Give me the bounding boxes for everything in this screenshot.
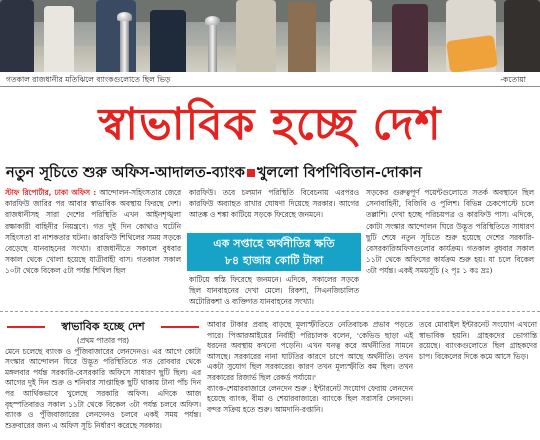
byline: স্টাফ রিপোর্টার, ঢাকা অফিস : xyxy=(5,188,97,197)
person-figure xyxy=(504,0,540,72)
subheadline xyxy=(6,162,536,184)
stanchion-post xyxy=(120,18,129,72)
article-text-col1: আন্দোলন-সহিংসতার জেরে কারফিউ জারির পর আবার স্বাভাবিক অবস্থায় ফিরছে দেশ। রাজধানীসহ সারা দেশের পরিস্থিতি এখন আইনশৃঙ্খলা রক্ষাকারী বাহিনীর নিয়ন্ত্রণে। গত দুই দিন কোথাও ঘটেনি সহিংসতা বা নাশকতার ঘটনা। কারফিউ শিথিলের সময় সড়কে বেড়েছে যানবাহনের সংখ্যা। রাজধানীতে সকালে বুধবার সকাল থেকে খোলা হয়েছে যাত্রীবাহী বাস। গতকাল সকাল ১০টা থেকে বিকেল ৫টা পর্যন্ত শিথিল ছিল xyxy=(5,188,181,276)
article-column-3 xyxy=(366,187,534,302)
continuation-text-col2: আবার টাকার প্রবাহ বাড়ছে মূল্যস্ফীতিতে নেতিবাচক প্রভাব পড়তে পারে। পিআরআইয়ের নির্বাহী পরিচালক বলেন, 'কেভিড ছাড়া এই ধরনের অবস্থায় কখনো পড়েনি। এখন ঘনত্ব করে অর্থনীতির সামনে আসছে। সরকারের নানা ঘাটতির কারণে চাপে আছে অর্থনীতি। তখন একটা সুযোগ ছিল সরকারের। কারণ তখন মূল্যস্ফীতি কম ছিল। তখন সরকারের রিজার্ভ ছিল রেকর্ড পর্যায়ে।' xyxy=(207,320,413,382)
main-headline: স্বাভাবিক হচ্ছে দেশ xyxy=(98,99,442,150)
photo-credit: -কতোয়া xyxy=(500,75,526,84)
person-figure xyxy=(0,0,34,72)
callout-line-1: এক সপ্তাহে অর্থনীতির ক্ষতি xyxy=(213,237,335,250)
stanchion-top xyxy=(117,12,132,21)
article-column-2-bottom xyxy=(189,274,359,308)
callout-box xyxy=(187,233,361,271)
continuation-column-1 xyxy=(5,336,201,431)
person-figure xyxy=(236,0,276,72)
photo-caption: গতকাল রাজধানীর মতিঝিলে ব্যাংকগুলোতে ছিল ভিড় xyxy=(6,75,171,84)
previous-page-label: (প্রথম পাতার পর) xyxy=(76,336,130,345)
photo-caption-row xyxy=(0,73,540,87)
news-photo xyxy=(0,0,540,72)
article-text-col2-bottom: কাটিয়ে স্বস্তি ফিরেছে জনমনে। এদিকে, সকালের সড়কে ছিল যানবাহনের দেখা মেলে। রিকশা, সিএনজিচালিত অটোরিকশা ও ব্যক্তিগত যানবাহনের সংখ্যা। xyxy=(189,275,359,307)
continuation-title xyxy=(5,318,201,336)
article-column-2 xyxy=(189,187,359,231)
continuation-text-col3: তবে মোবাইল ইন্টারনেট সংযোগ এখনো স্বাভাবিক হয়নি। গ্রাহকদের ভোগান্তি রয়েছে। ব্যাংকগুলোতে ছিল গ্রাহকদের চাপ। বিকেলের দিকে কমে আসে ভিড়। xyxy=(419,320,537,361)
person-figure xyxy=(392,4,428,72)
person-figure xyxy=(288,2,316,72)
continuation-text-col2-tail: ব্যাংক-শেয়ারবাজারে লেনদেন শুরু : ইন্টারনেট সংযোগ ফেরায় লেনদেন হয়েছে ব্যাংক, বীমা ও শেয়ারবাজারে। ব্যাংকে ছিল সরাসরি লেনদেন। বন্দর সক্রিয় হতে শুরু। আমদানি-রপ্তানি। xyxy=(207,383,413,414)
continuation-text-col1: মেনে চলেছে ব্যাংক ও পুঁজিবাজারের লেনদেনও। এর আগে কোটা সংস্কার আন্দোলন ঘিরে উদ্ভূত পরিস্থিতিতে গত রোববার থেকে মঙ্গলবার পর্যন্ত সরকারি-বেসরকারি অফিসে সাধারণ ছুটি ছিল। এর আগের দুই দিন শুক্র ও শনিবার সাপ্তাহিক ছুটি থাকায় টানা পাঁচ দিন পর আর্থিকভাবে খুলেছে সরকারি অফিস। এদিকে আজ বৃহস্পতিবারও সকাল ১১টা থেকে বিকেল ৩টা পর্যন্ত চলবে অফিস। ব্যাংক ও পুঁজিবাজারের লেনদেনও চলবে একই সময় পর্যন্ত। শুক্রবারের জন্য এ অফিস সূচি নির্ধারণ করেছে সরকার। xyxy=(5,346,201,430)
article-text-col3: সড়কের গুরুত্বপূর্ণ পয়েন্টগুলোতে সতর্ক অবস্থানে ছিল সেনাবাহিনী, বিজিবি ও পুলিশ। বিভিন্ন চেকপোস্টে চলে তল্লাশি। দেখা হচ্ছে পরিচয়পত্র ও কারফিউ পাস। এদিকে, কোটা সংস্কার আন্দোলন ঘিরে উদ্ভূত পরিস্থিতিতে সাধারণ ছুটি শেষে নতুন সূচিতে শুরু হয়েছে দেশের সরকারি-বেসরকারিঅফিসগুলোর কার্যক্রম। গতকাল বুধবার সকাল ১১টা থেকে অফিসের কার্যক্রম শুরু হয়। যা চলে বিকেল ৩টা পর্যন্ত। একই সময়সূচি xyxy=(366,188,534,276)
article-column-1 xyxy=(5,187,181,302)
shopping-bag xyxy=(446,35,498,72)
continued-marker: (২ পৃঃ ১ কঃ দ্রঃ) xyxy=(441,266,493,276)
title-stripe-left xyxy=(7,326,45,328)
stanchion-post xyxy=(208,22,217,72)
continuation-column-2 xyxy=(207,320,413,415)
person-figure xyxy=(44,6,74,72)
section-divider xyxy=(0,311,540,312)
person-figure xyxy=(96,0,136,72)
continuation-column-3 xyxy=(419,320,537,362)
callout-line-2: ৮৪ হাজার কোটি টাকা xyxy=(224,254,324,267)
person-figure xyxy=(330,0,372,72)
subhead-part1: নতুন সূচিতে শুরু অফিস-আদালত-ব্যাংক xyxy=(6,164,245,181)
person-figure xyxy=(150,10,186,72)
stanchion-top xyxy=(205,16,220,25)
subhead-part2: খুললো বিপণিবিতান-দোকান xyxy=(256,164,422,181)
continuation-title-text: স্বাভাবিক হচ্ছে দেশ xyxy=(61,320,145,333)
article-text-col2: কারফিউ। তবে চলমান পরিস্থিতি বিবেচনায় এরপরও কারফিউ অব্যাহত রাখার ঘোষণা দিয়েছে সরকার। আগের আতঙ্ক ও শঙ্কা কাটিয়ে সড়কে ফিরেছে জনমনে। xyxy=(189,188,359,220)
red-square-bullet xyxy=(247,169,255,177)
title-stripe-right xyxy=(161,326,199,328)
